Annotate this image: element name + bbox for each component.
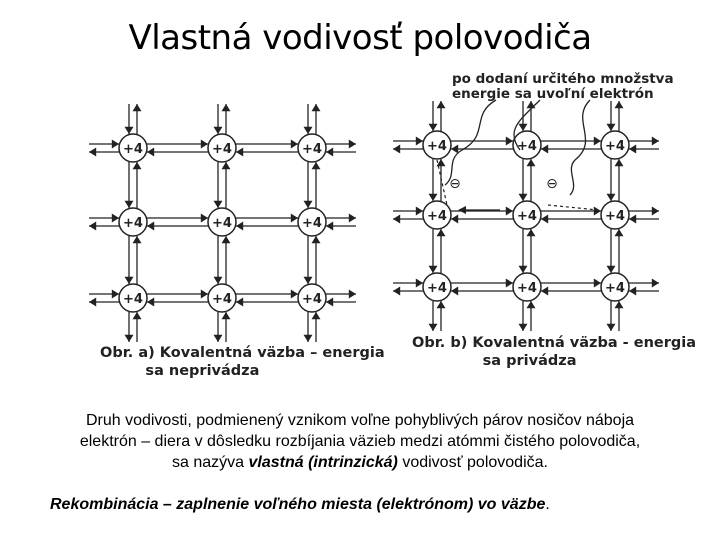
atom-label: +4 [427,209,447,224]
atom-label: +4 [605,281,625,296]
bond-arrowhead [326,298,333,307]
bond-arrowhead [416,207,423,216]
description-line-3-post: vodivosť polovodiča. [397,454,548,471]
bond-arrowhead [607,266,616,273]
bond-arrowhead [437,101,446,108]
intrinsic-term: vlastná (intrinzická) [248,454,398,471]
bond-arrowhead [629,287,636,296]
recombination-text: – zaplnenie voľného miesta (elektrónom) vo väzbe [158,496,546,513]
bond-arrowhead [429,124,438,131]
bond-arrowhead [451,145,458,154]
page-title: Vlastná vodivosť polovodiča [128,18,592,58]
bond-arrowhead [607,194,616,201]
bond-arrowhead [201,290,208,299]
bond-arrowhead [437,229,446,236]
bond-arrowhead [125,335,134,342]
bond-arrowhead [214,277,223,284]
bond-arrowhead [615,301,624,308]
description-line-3 [40,452,680,473]
bond-arrowhead [594,207,601,216]
bond-arrowhead [291,214,298,223]
bond-arrowhead [615,229,624,236]
bond-arrowhead [349,214,356,223]
released-electron-paths [437,100,598,214]
bond-arrowhead [291,290,298,299]
bond-arrowhead [506,279,513,288]
energy-note: po dodaní určitého množstva energie sa uvoľní elektrón [452,71,674,102]
bond-arrowhead [222,236,231,243]
energy-arrow-1 [445,100,496,185]
bond-arrowhead [214,127,223,134]
bond-arrowhead [133,236,142,243]
bond-arrowhead [125,277,134,284]
description [40,410,680,473]
bond-arrowhead [304,127,313,134]
recombination-term: Rekombinácia [50,496,159,513]
bond-arrowhead [519,266,528,273]
atom-label: +4 [517,139,537,154]
bond-arrowhead [594,279,601,288]
bond-arrowhead [527,229,536,236]
bond-arrowhead [89,298,96,307]
bond-arrowhead [527,159,536,166]
bond-arrowhead [541,287,548,296]
bond-arrowhead [304,277,313,284]
atom-label: +4 [517,281,537,296]
bond-arrowhead [312,162,321,169]
bond-arrowhead [236,222,243,231]
description-line-1: Druh vodivosti, podmienený vznikom voľne pohyblivých párov nosičov náboja [85,412,635,429]
bond-arrowhead [607,124,616,131]
bond-arrowhead [201,140,208,149]
bond-arrowhead [451,215,458,224]
atom-label: +4 [427,139,447,154]
bond-arrowhead [201,214,208,223]
recombination-definition [50,496,550,514]
bond-arrowhead [214,201,223,208]
bond-arrowhead [326,148,333,157]
bond-arrowhead [506,207,513,216]
bond-arrowhead [312,312,321,319]
atom-label: +4 [302,292,322,307]
electron-symbol: ⊖ [449,176,461,192]
bond-arrowhead [133,162,142,169]
bond-arrowhead [236,148,243,157]
free-electron-arrowhead [458,206,466,214]
bond-arrowhead [133,312,142,319]
bond-arrowhead [236,298,243,307]
bond-arrowhead [541,215,548,224]
bond-arrowhead [519,194,528,201]
atom-label: +4 [123,142,143,157]
bond-arrowhead [519,124,528,131]
bond-arrowhead [629,145,636,154]
bond-arrowhead [112,290,119,299]
atom-label: +4 [517,209,537,224]
atom-label: +4 [212,142,232,157]
bond-arrowhead [125,201,134,208]
bond-arrowhead [652,207,659,216]
electron-symbol: ⊖ [546,176,558,192]
atom-label: +4 [123,216,143,231]
energy-arrow-3 [570,100,590,195]
atom-label: +4 [302,216,322,231]
bond-arrowhead [326,222,333,231]
description-line-2: elektrón – diera v dôsledku rozbíjania väzieb medzi atómmi čistého polovodiča, [79,433,641,450]
bond-arrowhead [393,287,400,296]
bond-arrowhead [222,104,231,111]
bond-arrowhead [89,222,96,231]
atom-label: +4 [123,292,143,307]
recombination-end: . [545,496,550,513]
atom-label: +4 [605,209,625,224]
dashed-path-2 [548,205,598,210]
bond-arrowhead [147,148,154,157]
bond-arrowhead [437,301,446,308]
bond-arrowhead [541,145,548,154]
bond-arrowhead [393,145,400,154]
atom-label: +4 [427,281,447,296]
bond-arrowhead [629,215,636,224]
caption-b: Obr. b) Kovalentná väzba - energia sa privádza [412,335,697,369]
lattice-a [89,104,356,342]
bond-arrowhead [506,137,513,146]
bond-arrowhead [527,101,536,108]
bond-arrowhead [615,101,624,108]
bond-arrowhead [89,148,96,157]
dashed-path-1 [437,160,447,205]
atom-label: +4 [302,142,322,157]
bond-arrowhead [527,301,536,308]
atom-label: +4 [212,292,232,307]
bond-arrowhead [429,324,438,331]
bond-arrowhead [112,214,119,223]
bond-arrowhead [125,127,134,134]
bond-arrowhead [652,279,659,288]
bond-arrowhead [393,215,400,224]
lattice-b [393,101,659,331]
bond-arrowhead [147,222,154,231]
bond-arrowhead [133,104,142,111]
bond-arrowhead [416,137,423,146]
bond-arrowhead [594,137,601,146]
bond-arrowhead [147,298,154,307]
bond-arrowhead [304,335,313,342]
bond-arrowhead [652,137,659,146]
description-line-3-pre: sa nazýva [172,454,249,471]
bond-arrowhead [451,287,458,296]
bond-arrowhead [607,324,616,331]
bond-arrowhead [349,290,356,299]
bond-arrowhead [429,266,438,273]
atom-label: +4 [605,139,625,154]
bond-arrowhead [519,324,528,331]
caption-a: Obr. a) Kovalentná väzba – energia sa neprivádza [100,345,385,379]
bond-arrowhead [349,140,356,149]
bond-arrowhead [312,104,321,111]
bond-arrowhead [429,194,438,201]
bond-arrowhead [615,159,624,166]
bond-arrowhead [222,312,231,319]
bond-arrowhead [312,236,321,243]
bond-arrowhead [222,162,231,169]
bond-arrowhead [304,201,313,208]
atom-label: +4 [212,216,232,231]
bond-arrowhead [112,140,119,149]
bond-arrowhead [214,335,223,342]
bond-arrowhead [416,279,423,288]
bond-arrowhead [291,140,298,149]
